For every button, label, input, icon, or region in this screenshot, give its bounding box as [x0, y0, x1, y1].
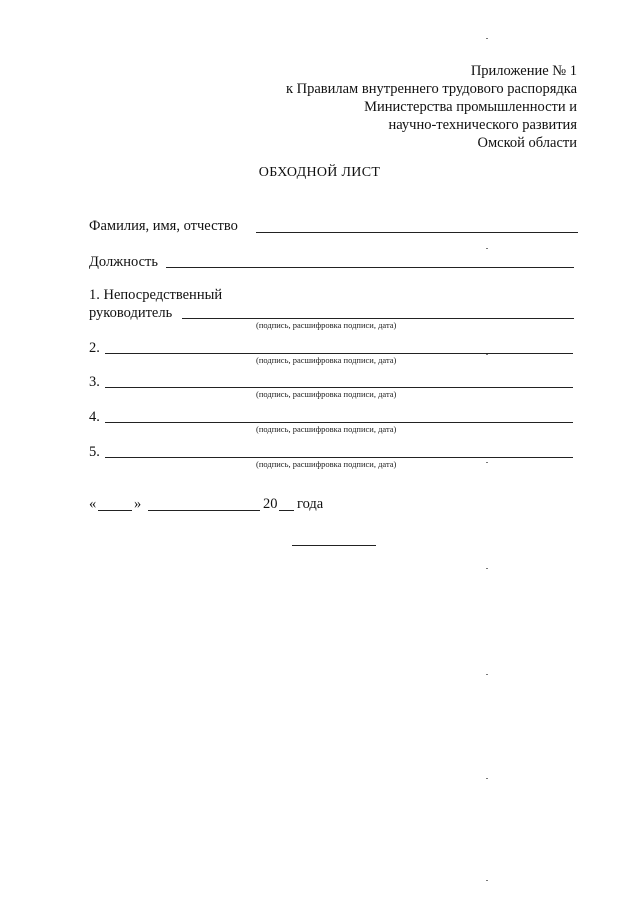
scan-speck: [486, 880, 488, 881]
appendix-line-region: Омской области: [477, 135, 577, 151]
date-year-underline: [279, 510, 294, 511]
item-5-caption: (подпись, расшифровка подписи, дата): [256, 459, 397, 469]
appendix-line-development: научно-технического развития: [388, 117, 577, 133]
closing-separator: [292, 545, 376, 546]
item-1-underline: [182, 318, 574, 319]
document-title: ОБХОДНОЙ ЛИСТ: [258, 165, 381, 180]
appendix-line-rules: к Правилам внутреннего трудового распорядка: [285, 81, 577, 97]
date-open-quote: «: [89, 496, 97, 512]
appendix-line-ministry: Министерства промышленности и: [364, 99, 577, 115]
scan-speck: [486, 778, 488, 779]
scan-speck: [486, 462, 488, 463]
item-2-underline: [105, 353, 573, 354]
item-3-label: 3.: [89, 374, 100, 390]
scan-speck: [486, 568, 488, 569]
date-year-suffix: года: [297, 496, 324, 512]
item-2-label: 2.: [89, 340, 100, 356]
scan-speck: [486, 674, 488, 675]
scan-speck: [486, 248, 488, 249]
item-1-label-line1: 1. Непосредственный: [89, 287, 223, 303]
appendix-line-number: Приложение № 1: [470, 63, 577, 79]
position-underline: [166, 267, 574, 268]
item-1-label-line2: руководитель: [89, 305, 173, 321]
item-5-underline: [105, 457, 573, 458]
date-day-underline: [98, 510, 132, 511]
item-3-underline: [105, 387, 573, 388]
date-year-prefix: 20: [263, 496, 278, 512]
item-1-caption: (подпись, расшифровка подписи, дата): [256, 320, 397, 330]
fio-label: Фамилия, имя, отчество: [89, 218, 238, 234]
date-month-underline: [148, 510, 260, 511]
scan-speck: [486, 38, 488, 39]
item-3-caption: (подпись, расшифровка подписи, дата): [256, 389, 397, 399]
item-2-caption: (подпись, расшифровка подписи, дата): [256, 355, 397, 365]
item-5-label: 5.: [89, 444, 100, 460]
fio-underline: [256, 232, 578, 233]
position-label: Должность: [89, 254, 158, 270]
scan-speck: [486, 354, 488, 355]
item-4-caption: (подпись, расшифровка подписи, дата): [256, 424, 397, 434]
item-4-label: 4.: [89, 409, 100, 425]
date-close-quote: »: [134, 496, 142, 512]
appendix-header: [286, 62, 577, 152]
item-4-underline: [105, 422, 573, 423]
